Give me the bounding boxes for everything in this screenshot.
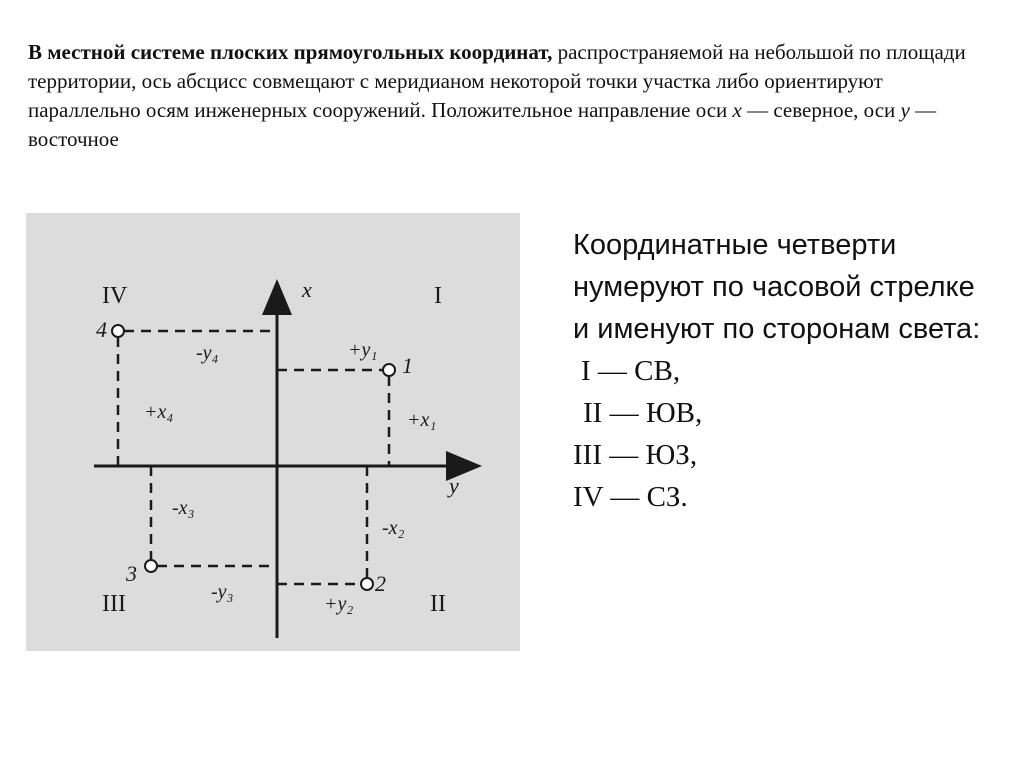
quadrant-IV-direction: — СЗ. [603, 481, 688, 513]
label-minus-y4: -y₄ [196, 342, 219, 364]
quadrant-IV-numeral: IV [573, 481, 604, 513]
quadrant-I-numeral: I [581, 355, 591, 387]
quadrant-II-row [573, 392, 993, 434]
quadrant-I-row [573, 350, 993, 392]
quadrant-II-direction: — ЮВ, [602, 397, 703, 429]
coordinate-diagram [26, 213, 520, 651]
quadrant-IV-row [573, 476, 993, 518]
quadrant-III-row [573, 434, 993, 476]
side-intro-text: Координатные четверти нумеруют по часовой стрелке и именуют по сторонам света: [573, 229, 981, 345]
x-axis-label: x [302, 277, 312, 302]
intro-part-2: — северное, оси [741, 98, 901, 122]
point-1-marker [383, 364, 395, 376]
quadrant-IV-label: IV [102, 283, 128, 309]
quadrant-II-label: II [430, 591, 446, 617]
point-2-label: 2 [375, 571, 386, 596]
label-plus-x1: +x₁ [407, 409, 437, 431]
point-2-marker [361, 578, 373, 590]
label-plus-y1: +y₁ [348, 339, 378, 361]
label-plus-y2: +y₂ [324, 593, 354, 615]
label-minus-x2: -x₂ [382, 517, 405, 539]
quadrant-description [573, 224, 993, 518]
quadrant-I-label: I [434, 283, 442, 309]
label-minus-y3: -y₃ [211, 581, 234, 603]
quadrant-III-numeral: III [573, 439, 602, 471]
point-3-marker [145, 560, 157, 572]
diagram-svg [26, 213, 520, 651]
intro-part-3: — восточное [28, 98, 937, 151]
point-4-marker [112, 325, 124, 337]
quadrant-I-direction: — СВ, [590, 355, 681, 387]
intro-x-variable: x [732, 98, 742, 122]
intro-part-1: распространяемой на небольшой по площади территории, ось абсцисс совмещают с меридианом некоторой точки участка либо ориентируют параллельно осям инженерных сооружений. Положительное направление оси [28, 40, 966, 122]
point-1-label: 1 [402, 353, 413, 378]
point-3-label: 3 [126, 561, 137, 586]
quadrant-III-direction: — ЮЗ, [601, 439, 698, 471]
intro-paragraph [28, 38, 988, 154]
quadrant-III-label: III [102, 591, 126, 617]
label-plus-x4: +x₄ [144, 401, 174, 423]
quadrant-II-numeral: II [583, 397, 603, 429]
intro-y-variable: y [900, 98, 910, 122]
point-4-label: 4 [96, 317, 107, 342]
y-axis-label: y [449, 473, 459, 498]
label-minus-x3: -x₃ [172, 497, 195, 519]
intro-bold: В местной системе плоских прямоугольных координат, [28, 40, 553, 64]
